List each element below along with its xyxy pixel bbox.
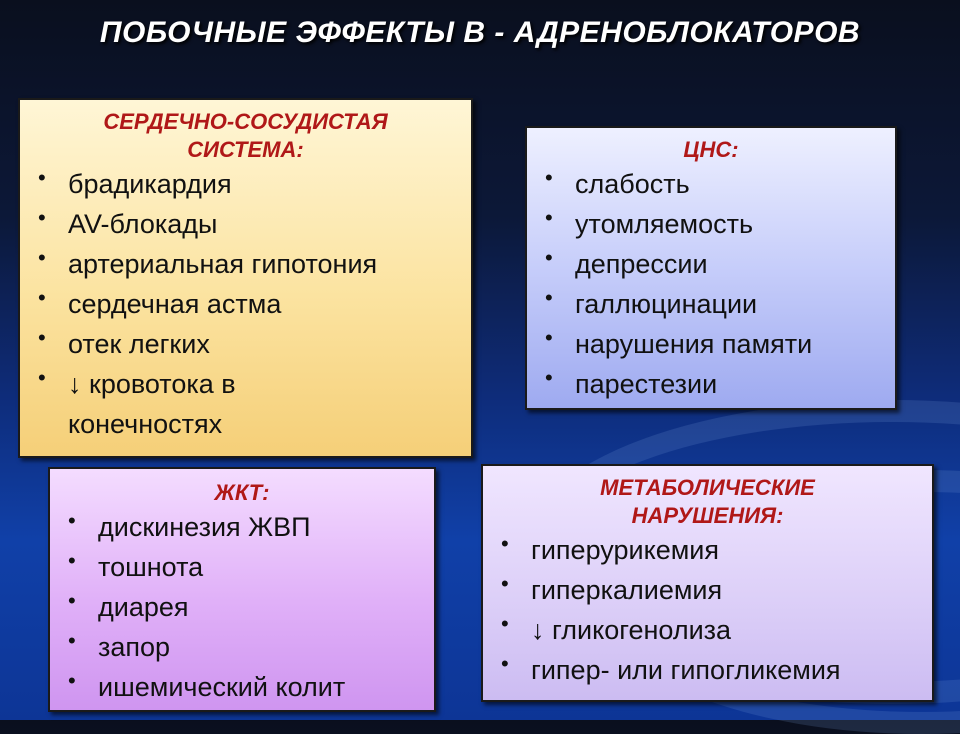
bullet-icon: • [501,571,509,596]
list-item-text: слабость [575,169,690,199]
metabolic-panel [481,464,934,702]
list-item [30,324,461,364]
list-item-text: артериальная гипотония [68,249,378,279]
list-item [537,164,885,204]
list-item [537,284,885,324]
list-item-text: тошнота [98,552,204,582]
bullet-icon: • [68,548,76,573]
cardiovascular-heading-line1: СЕРДЕЧНО-СОСУДИСТАЯ [103,109,388,134]
list-item [30,204,461,244]
list-item [60,667,424,707]
list-item-text: парестезии [575,369,718,399]
list-item-text: диарея [98,592,189,622]
bullet-icon: • [38,245,46,270]
cardiovascular-panel [18,98,473,458]
list-item [60,627,424,667]
bullet-icon: • [501,531,509,556]
gi-list [60,507,424,707]
bullet-icon: • [38,165,46,190]
list-item [60,587,424,627]
list-item-text: ↓ гликогенолиза [531,615,732,645]
gi-heading: ЖКТ: [214,480,270,505]
bullet-icon: • [68,628,76,653]
list-item-text: ишемический колит [98,672,346,702]
bullet-icon: • [38,365,46,390]
list-item [30,364,461,444]
bullet-icon: • [38,285,46,310]
bullet-icon: • [501,651,509,676]
list-item [493,530,922,570]
cardiovascular-heading [30,108,461,164]
list-item-text: утомляемость [575,209,754,239]
bullet-icon: • [38,325,46,350]
list-item [493,650,922,690]
list-item-text: сердечная астма [68,289,282,319]
metabolic-heading [493,474,922,530]
list-item-text: AV-блокады [68,209,218,239]
list-item-text: запор [98,632,171,662]
list-item-text: ↓ кровотока в конечностях [68,369,236,439]
list-item [30,244,461,284]
cns-heading: ЦНС: [683,137,739,162]
list-item-text: гипер- или гипогликемия [531,655,841,685]
list-item-text: нарушения памяти [575,329,813,359]
cns-list [537,164,885,404]
list-item [30,284,461,324]
list-item-text: депрессии [575,249,708,279]
gi-panel [48,467,436,712]
metabolic-heading-line1: МЕТАБОЛИЧЕСКИЕ [600,475,815,500]
bullet-icon: • [545,205,553,230]
list-item-text: галлюцинации [575,289,758,319]
bullet-icon: • [68,668,76,693]
list-item-text: гиперурикемия [531,535,719,565]
bullet-icon: • [545,285,553,310]
cns-panel [525,126,897,410]
list-item [60,547,424,587]
bullet-icon: • [545,245,553,270]
list-item [537,204,885,244]
list-item-text: гиперкалиемия [531,575,723,605]
bullet-icon: • [38,205,46,230]
metabolic-heading-line2: НАРУШЕНИЯ: [631,503,784,528]
list-item [537,364,885,404]
list-item [493,570,922,610]
bullet-icon: • [545,165,553,190]
cardiovascular-list [30,164,461,444]
cardiovascular-heading-line2: СИСТЕМА: [187,137,304,162]
list-item-text: отек легких [68,329,210,359]
bullet-icon: • [68,508,76,533]
list-item [493,610,922,650]
slide-title: ПОБОЧНЫЕ ЭФФЕКТЫ В - АДРЕНОБЛОКАТОРОВ [99,16,861,49]
metabolic-list [493,530,922,690]
list-item [537,244,885,284]
list-item-text: дискинезия ЖВП [98,512,311,542]
list-item [537,324,885,364]
list-item [60,507,424,547]
bullet-icon: • [68,588,76,613]
list-item [30,164,461,204]
bullet-icon: • [501,611,509,636]
bullet-icon: • [545,365,553,390]
bullet-icon: • [545,325,553,350]
list-item-text: брадикардия [68,169,232,199]
